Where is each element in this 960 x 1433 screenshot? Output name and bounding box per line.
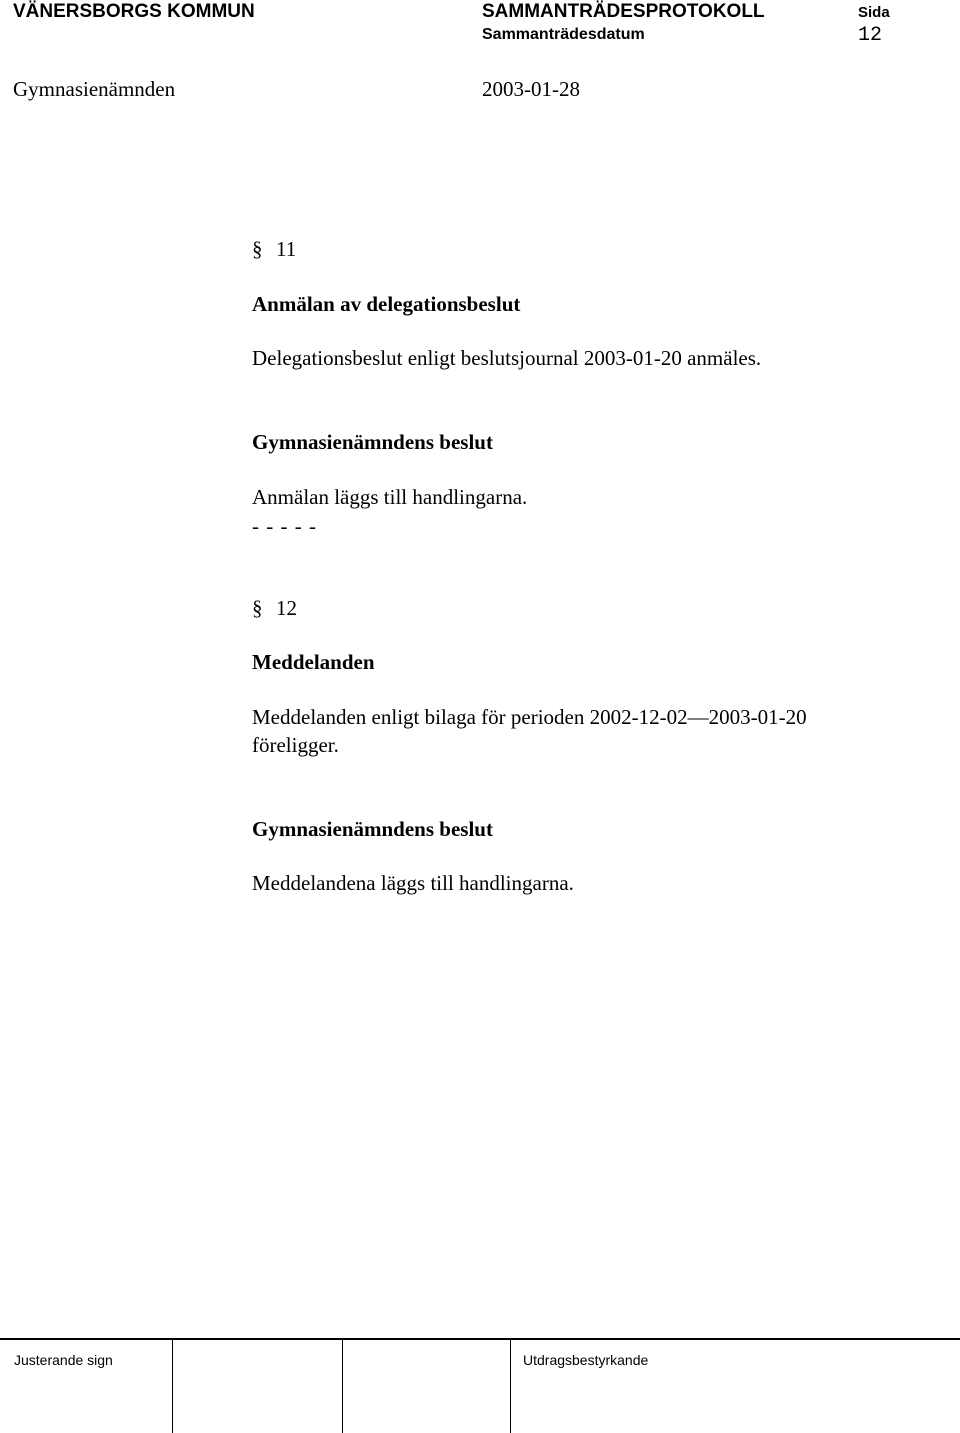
meeting-date-label: Sammanträdesdatum [482, 26, 645, 43]
meeting-date: 2003-01-28 [482, 77, 580, 101]
section-text: Delegationsbeslut enligt beslutsjournal 2003-01-20 anmäles. [252, 346, 762, 370]
decision-label: Gymnasienämndens beslut [252, 430, 493, 454]
section-separator: - - - - - [252, 514, 317, 538]
footer-divider [342, 1339, 343, 1433]
paragraph-symbol: § [252, 596, 263, 620]
paragraph-symbol: § [252, 237, 263, 261]
section-heading [252, 237, 296, 262]
footer-divider [172, 1339, 173, 1433]
section-heading [252, 596, 297, 621]
section-text-line: föreligger. [252, 733, 339, 757]
adjuster-signature-label: Justerande sign [14, 1352, 113, 1368]
extract-certification-label: Utdragsbestyrkande [523, 1352, 649, 1368]
page-label: Sida [858, 4, 890, 21]
section-title: Anmälan av delegationsbeslut [252, 292, 521, 316]
footer-rule [0, 1338, 960, 1340]
decision-label: Gymnasienämndens beslut [252, 817, 493, 841]
organization-name: VÄNERSBORGS KOMMUN [13, 1, 255, 22]
decision-text: Anmälan läggs till handlingarna. [252, 485, 528, 509]
section-number: 11 [276, 237, 297, 261]
page-number: 12 [858, 24, 883, 47]
section-text-line: Meddelanden enligt bilaga för perioden 2002-12-02—2003-01-20 [252, 705, 807, 729]
footer-divider [510, 1339, 511, 1433]
section-title: Meddelanden [252, 650, 375, 674]
decision-text: Meddelandena läggs till handlingarna. [252, 871, 574, 895]
committee-name: Gymnasienämnden [13, 77, 176, 101]
section-number: 12 [276, 596, 297, 620]
document-type: SAMMANTRÄDESPROTOKOLL [482, 1, 765, 22]
